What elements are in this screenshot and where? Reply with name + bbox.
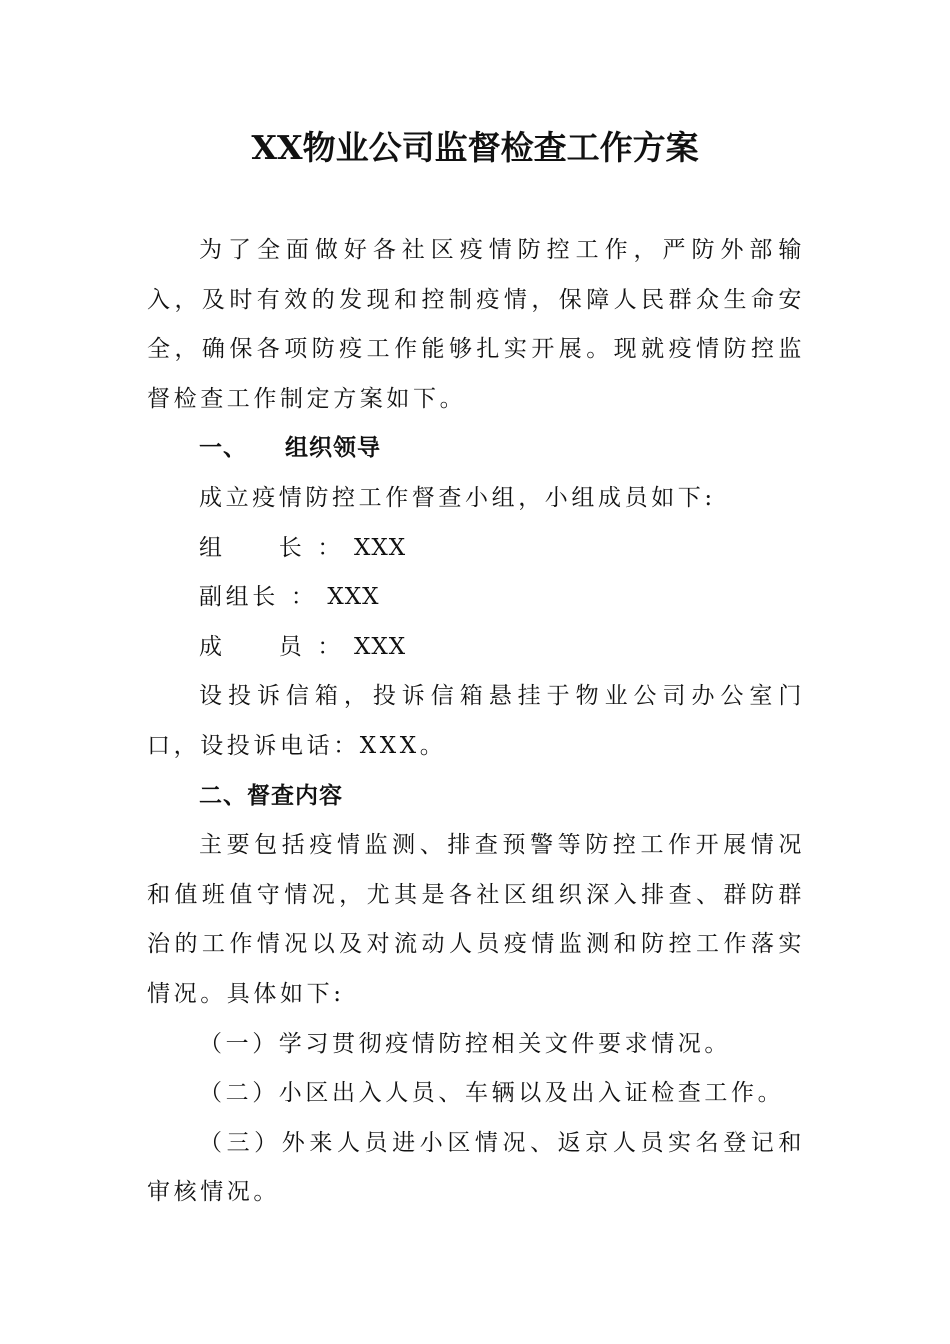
intro-paragraph: 为了全面做好各社区疫情防控工作，严防外部输入，及时有效的发现和控制疫情，保障人民群众生命安全，确保各项防疫工作能够扎实开展。现就疫情防控监督检查工作制定方案如下。 bbox=[147, 237, 805, 412]
section-title: 组织领导 bbox=[285, 435, 381, 462]
inspection-paragraph: 主要包括疫情监测、排查预警等防控工作开展情况和值班值守情况，尤其是各社区组织深入排查、群防群治的工作情况以及对流动人员疫情监测和防控工作落实情况。具体如下: bbox=[147, 832, 805, 1007]
member-role: 成 员 bbox=[199, 633, 306, 660]
member-row-leader bbox=[147, 524, 805, 574]
member-separator: ： bbox=[317, 534, 345, 561]
section-number: 一、 bbox=[199, 435, 247, 462]
member-role: 副组长 bbox=[199, 584, 279, 611]
member-separator: ： bbox=[290, 584, 318, 611]
section-heading-inspection: 二、督查内容 bbox=[199, 782, 343, 809]
member-value: XXX bbox=[327, 584, 380, 611]
complaint-paragraph: 设投诉信箱，投诉信箱悬挂于物业公司办公室门口，设投诉电话：XXX。 bbox=[147, 683, 805, 759]
document-title: XX物业公司监督检查工作方案 bbox=[251, 128, 699, 167]
team-lead-paragraph: 成立疫情防控工作督查小组，小组成员如下: bbox=[199, 484, 716, 511]
member-role: 组 长 bbox=[199, 534, 306, 561]
member-row-members bbox=[147, 623, 805, 673]
member-value: XXX bbox=[354, 534, 407, 561]
member-row-deputy bbox=[147, 573, 805, 623]
section-heading-organization bbox=[147, 424, 805, 474]
list-item: （一）学习贯彻疫情防控相关文件要求情况。 bbox=[199, 1030, 731, 1057]
list-item: （二）小区出入人员、车辆以及出入证检查工作。 bbox=[199, 1080, 785, 1107]
member-separator: ： bbox=[317, 633, 345, 660]
document-body bbox=[147, 226, 805, 1218]
member-value: XXX bbox=[354, 633, 407, 660]
list-item: （三）外来人员进小区情况、返京人员实名登记和审核情况。 bbox=[147, 1129, 805, 1206]
